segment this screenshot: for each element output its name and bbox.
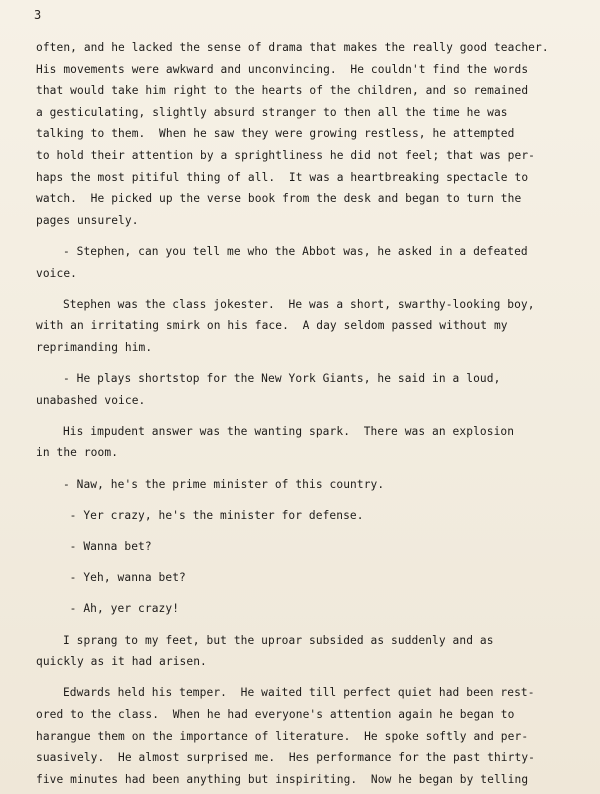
paragraph-gap (36, 411, 592, 421)
text-line: His movements were awkward and unconvincing. He couldn't find the words (36, 62, 529, 76)
text-line: with an irritating smirk on his face. A day seldom passed without my (36, 319, 508, 333)
paragraph (36, 368, 592, 411)
text-line: reprimanding him. (36, 340, 153, 354)
text-line: - Yeh, wanna bet? (69, 571, 186, 585)
text-line: Edwards held his temper. He waited till perfect quiet had been rest- (62, 686, 535, 700)
paragraph-gap (36, 495, 592, 505)
paragraph-gap (36, 231, 592, 241)
paragraph (36, 598, 592, 620)
paragraph-gap (36, 673, 592, 683)
paragraph (36, 474, 592, 496)
text-line: - Yer crazy, he's the minister for defense. (69, 508, 364, 522)
paragraph-gap (36, 589, 592, 599)
paragraph (36, 536, 592, 558)
manuscript-text (36, 37, 592, 790)
text-line: haps the most pitiful thing of all. It was a heartbreaking spectacle to (36, 170, 529, 184)
paragraph (36, 241, 592, 284)
text-line: five minutes had been anything but inspiriting. Now he began by telling (36, 772, 529, 786)
text-line: pages unsurely. (36, 213, 139, 227)
text-line: in the room. (36, 446, 119, 460)
text-line: watch. He picked up the verse book from the desk and began to turn the (36, 192, 522, 206)
paragraph-gap (36, 620, 592, 630)
text-line: ored to the class. When he had everyone's attention again he began to (36, 707, 515, 721)
text-line: - Ah, yer crazy! (69, 602, 180, 616)
text-line: - He plays shortstop for the New York Giants, he said in a loud, (62, 372, 501, 386)
text-line: His impudent answer was the wanting spark. There was an explosion (62, 424, 515, 438)
paragraph (36, 37, 592, 231)
page-number: 3 (34, 8, 42, 22)
text-line: quickly as it had arisen. (36, 655, 207, 669)
text-line: - Naw, he's the prime minister of this country. (62, 477, 385, 491)
text-line: suasively. He almost surprised me. Hes performance for the past thirty- (36, 751, 535, 765)
text-line: harangue them on the importance of literature. He spoke softly and per- (36, 729, 529, 743)
paragraph (36, 421, 592, 464)
paragraph (36, 505, 592, 527)
paragraph-gap (36, 359, 592, 369)
text-line: - Wanna bet? (69, 540, 152, 554)
text-line: unabashed voice. (36, 393, 146, 407)
text-line: talking to them. When he saw they were growing restless, he attempted (36, 127, 515, 141)
paragraph (36, 630, 592, 673)
text-line: often, and he lacked the sense of drama that makes the really good teacher. (36, 41, 549, 54)
paragraph-gap (36, 558, 592, 568)
text-line: a gesticulating, slightly absurd stranger to then all the time he was (36, 105, 508, 119)
text-line: voice. (36, 266, 78, 280)
paragraph-gap (36, 464, 592, 474)
text-line: to hold their attention by a sprightliness he did not feel; that was per- (36, 148, 535, 162)
paragraph (36, 567, 592, 589)
text-line: that would take him right to the hearts of the children, and so remained (36, 84, 529, 98)
text-line: - Stephen, can you tell me who the Abbot was, he asked in a defeated (62, 244, 528, 258)
paragraph (36, 294, 592, 359)
text-line: Stephen was the class jokester. He was a short, swarthy-looking boy, (62, 297, 535, 311)
text-line: I sprang to my feet, but the uproar subsided as suddenly and as (62, 633, 494, 647)
paragraph (36, 682, 592, 790)
paragraph-gap (36, 526, 592, 536)
paragraph-gap (36, 284, 592, 294)
